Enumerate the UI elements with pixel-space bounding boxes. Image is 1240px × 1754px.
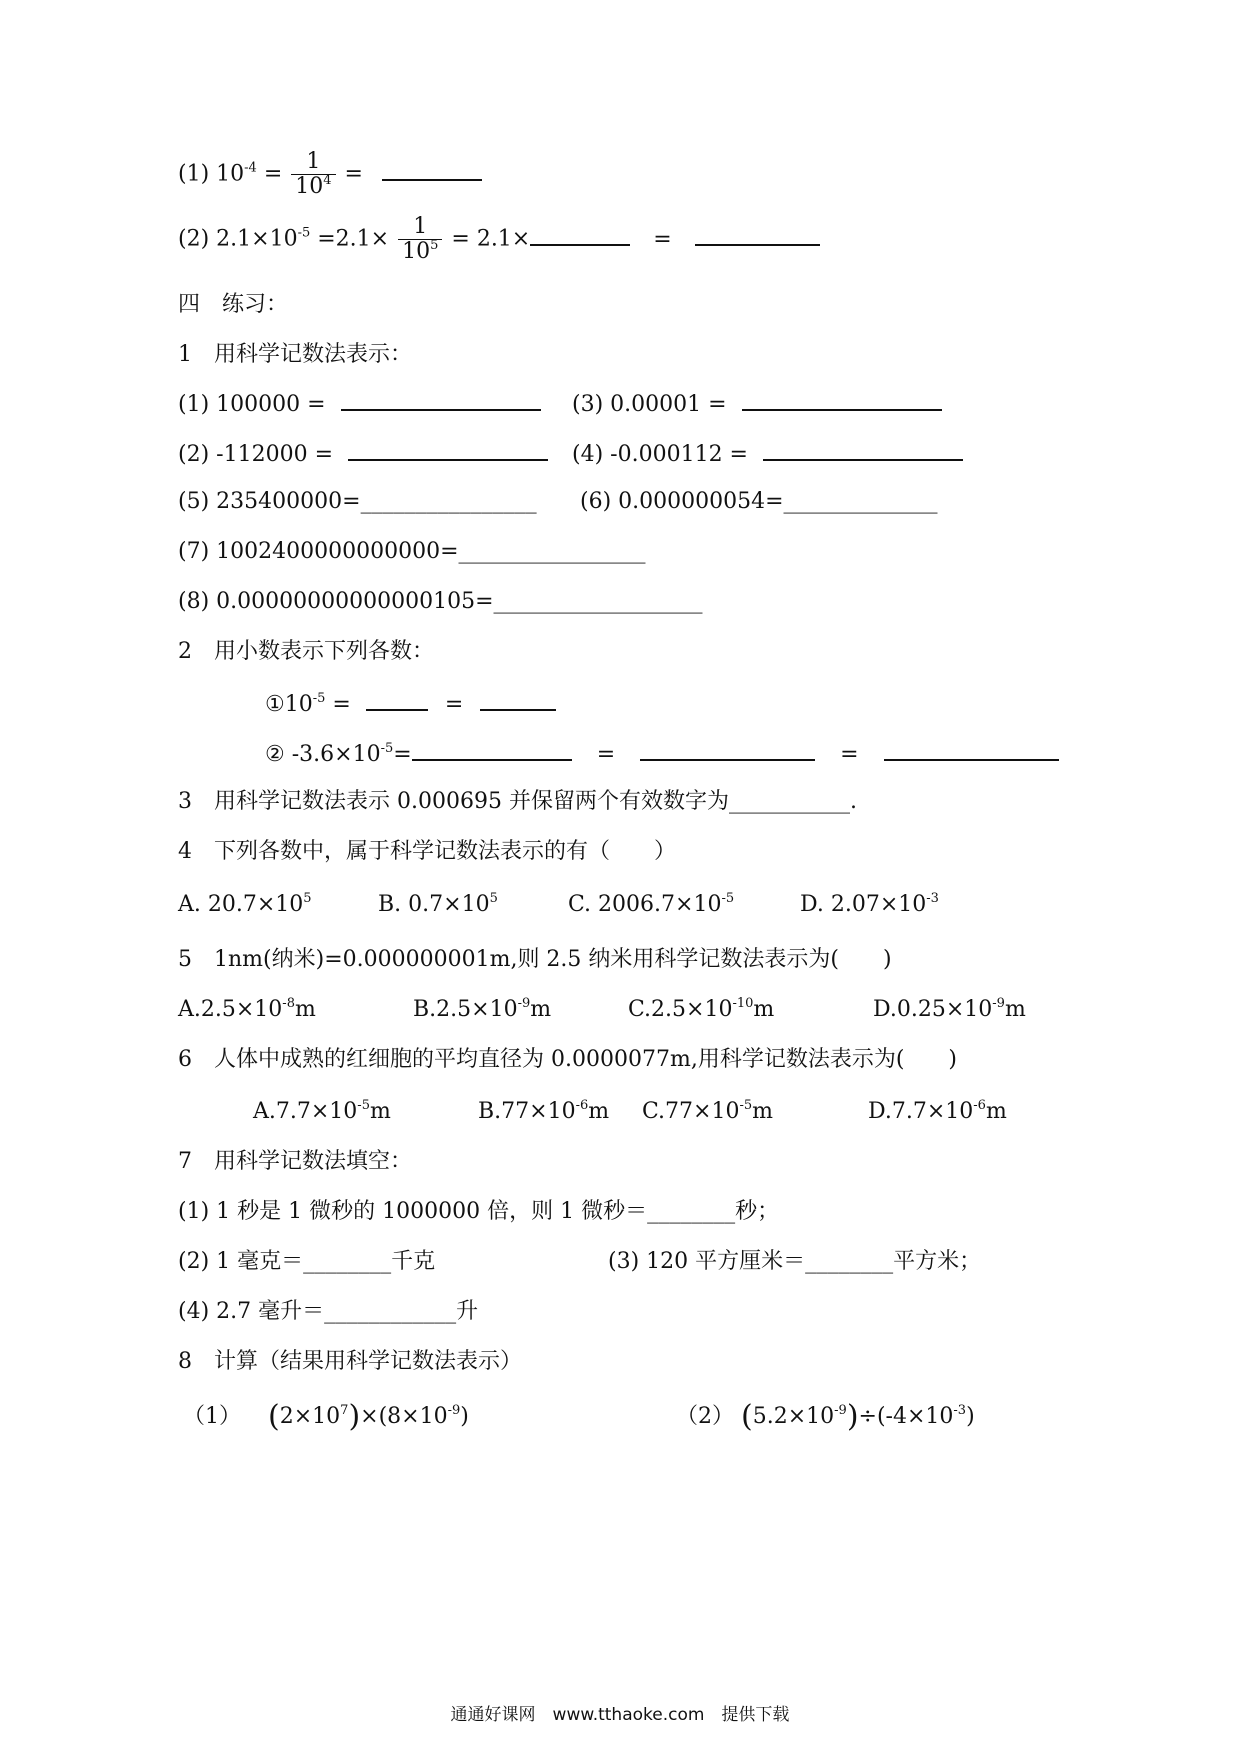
p8-calc-1-term-b: ×(8×10 — [360, 1404, 448, 1429]
p5-option-a-text: A.2.5×10 — [178, 997, 283, 1022]
p7-item-2[interactable]: (2) 1 毫克＝________千克 — [178, 1249, 436, 1274]
p6-option-b-exponent: -6 — [575, 1098, 589, 1113]
p6-option-c-exponent: -5 — [739, 1098, 753, 1113]
p8-calc-1-term-a-exponent: 7 — [340, 1403, 349, 1418]
p4-option-c-text: C. 2006.7×10 — [568, 892, 722, 917]
q1-prefix: (1) 10 — [178, 161, 245, 187]
p8-calc-2-expression: $(5.2\times 10^{-9})\div(-4\times 10^{-3})$ — [741, 1399, 975, 1434]
q1-equals: = — [256, 161, 283, 187]
p2-item-1-equals-2: = — [444, 692, 464, 717]
q2-exponent: -5 — [297, 225, 311, 241]
section-title: 四 练习： — [178, 292, 289, 317]
q2-prefix: (2) 2.1×10 — [178, 226, 298, 252]
p6-option-b-text: B.77×10 — [478, 1099, 576, 1124]
p5-option-c-text: C.2.5×10 — [628, 997, 733, 1022]
p6-option-d-unit: m — [985, 1099, 1007, 1124]
p8-calc-2-close: ) — [966, 1404, 975, 1429]
p5-option-b[interactable] — [413, 995, 551, 1025]
p8-calc-1 — [183, 1400, 469, 1434]
p1-item-2-blank[interactable] — [348, 437, 548, 461]
p4-option-d-text: D. 2.07×10 — [800, 892, 927, 917]
q2-middle: =2.1× — [310, 226, 390, 252]
q2-den-base: 10 — [402, 239, 431, 264]
p6-option-c-unit: m — [752, 1099, 774, 1124]
p5-option-b-exponent: -9 — [517, 996, 531, 1011]
p6-option-a-exponent: -5 — [357, 1098, 370, 1113]
p4-option-d[interactable] — [800, 890, 939, 920]
p1-item-5[interactable]: (5) 235400000=________________ — [178, 489, 537, 514]
p4-option-b[interactable] — [378, 890, 498, 920]
p2-item-1-prefix: ①10 — [265, 692, 313, 717]
p8-calc-2-term-b: ÷(-4×10 — [858, 1404, 954, 1429]
p6-option-b-unit: m — [588, 1099, 610, 1124]
p1-item-6[interactable]: (6) 0.000000054=______________ — [580, 489, 938, 514]
p5-option-d-exponent: -9 — [992, 996, 1005, 1011]
intro-line-2 — [178, 215, 820, 264]
q2-denominator — [398, 239, 442, 264]
p8-calc-2-term-a-exponent: -9 — [834, 1403, 847, 1418]
p5-option-d-text: D.0.25×10 — [873, 997, 993, 1022]
q2-answer-blank-1[interactable] — [530, 222, 630, 246]
q1-tail: = — [344, 161, 363, 187]
p1-item-3-blank[interactable] — [742, 387, 942, 411]
p8-title: 8 计算（结果用科学记数法表示） — [178, 1349, 522, 1374]
p6-option-b[interactable] — [478, 1097, 609, 1127]
p8-calc-2-label: （2） — [676, 1404, 734, 1429]
p6-option-a-unit: m — [369, 1099, 391, 1124]
p7-item-3[interactable]: (3) 120 平方厘米＝________平方米； — [608, 1249, 982, 1274]
p5-title: 5 1nm(纳米)=0.000000001m,则 2.5 纳米用科学记数法表示为( ) — [178, 947, 892, 972]
p1-item-2: (2) -112000 = — [178, 442, 333, 467]
p1-row-1b — [572, 387, 942, 420]
p6-option-d-text: D.7.7×10 — [868, 1099, 974, 1124]
p7-item-4[interactable]: (4) 2.7 毫升＝____________升 — [178, 1299, 479, 1324]
p1-item-4: (4) -0.000112 = — [572, 442, 748, 467]
p2-row-1 — [265, 687, 556, 720]
p2-item-1-exponent: -5 — [312, 691, 326, 706]
q1-den-base: 10 — [295, 174, 324, 199]
p8-calc-2 — [676, 1400, 975, 1434]
p2-item-1-blank-2[interactable] — [480, 687, 556, 711]
p1-item-4-blank[interactable] — [763, 437, 963, 461]
p5-option-c-exponent: -10 — [732, 996, 754, 1011]
p5-option-a[interactable] — [178, 995, 316, 1025]
p5-option-d[interactable] — [873, 995, 1026, 1025]
p4-option-a-text: A. 20.7×10 — [178, 892, 304, 917]
p7-title: 7 用科学记数法填空： — [178, 1149, 412, 1174]
intro-line-1 — [178, 150, 482, 199]
p2-item-2-exponent: -5 — [380, 741, 394, 756]
p5-option-d-unit: m — [1004, 997, 1026, 1022]
p6-option-a-text: A.7.7×10 — [253, 1099, 358, 1124]
p2-item-2-equals-2: = — [596, 742, 616, 767]
p4-option-d-exponent: -3 — [926, 891, 939, 906]
p8-calc-1-close: ) — [460, 1404, 469, 1429]
p8-calc-1-label: （1） — [183, 1404, 241, 1429]
p2-item-2-blank-3[interactable] — [884, 737, 1059, 761]
q1-answer-blank[interactable] — [382, 157, 482, 181]
p1-item-8[interactable]: (8) 0.00000000000000105=___________________ — [178, 589, 703, 614]
p2-item-1-equals: = — [325, 692, 351, 717]
p5-option-a-exponent: -8 — [282, 996, 295, 1011]
p2-item-2-equals-3: = — [840, 742, 859, 767]
p6-option-c[interactable] — [642, 1097, 773, 1127]
p2-item-2-blank-1[interactable] — [412, 737, 572, 761]
p1-item-1-blank[interactable] — [341, 387, 541, 411]
p5-option-b-unit: m — [530, 997, 552, 1022]
p1-title: 1 用科学记数法表示： — [178, 342, 412, 367]
q2-equals: = — [653, 226, 672, 252]
p1-item-7[interactable]: (7) 1002400000000000=_________________ — [178, 539, 646, 564]
p4-title: 4 下列各数中，属于科学记数法表示的有（ ） — [178, 839, 676, 864]
p8-calc-1-term-b-exponent: -9 — [447, 1403, 461, 1418]
q2-fraction — [398, 215, 442, 264]
q1-fraction — [291, 150, 335, 199]
p1-item-1: (1) 100000 = — [178, 392, 326, 417]
p4-option-b-exponent: 5 — [489, 891, 498, 906]
p2-title: 2 用小数表示下列各数： — [178, 639, 434, 664]
p4-option-c-exponent: -5 — [721, 891, 735, 906]
p5-option-b-text: B.2.5×10 — [413, 997, 518, 1022]
p6-option-d-exponent: -6 — [973, 1098, 986, 1113]
q2-tail: = 2.1× — [451, 226, 531, 252]
p4-option-b-text: B. 0.7×10 — [378, 892, 490, 917]
p1-row-2b — [572, 437, 963, 470]
p4-option-a[interactable] — [178, 890, 312, 920]
p8-calc-1-term-a: 2×10 — [279, 1404, 341, 1429]
p2-item-2-equals: = — [393, 742, 412, 767]
p4-option-a-exponent: 5 — [303, 891, 312, 906]
p2-item-2-prefix: ② -3.6×10 — [265, 742, 381, 767]
p6-option-a[interactable] — [253, 1097, 391, 1127]
q1-exponent: -4 — [244, 160, 257, 176]
p5-option-c-unit: m — [753, 997, 775, 1022]
q2-numerator: 1 — [413, 214, 428, 239]
p5-option-a-unit: m — [294, 997, 316, 1022]
p1-item-3: (3) 0.00001 = — [572, 392, 727, 417]
p6-option-c-text: C.77×10 — [642, 1099, 740, 1124]
q1-den-exponent: 4 — [323, 173, 332, 188]
q2-answer-blank-2[interactable] — [695, 222, 820, 246]
p2-row-2 — [265, 737, 1059, 770]
p6-title: 6 人体中成熟的红细胞的平均直径为 0.0000077m,用科学记数法表示为( ) — [178, 1047, 957, 1072]
p4-option-c[interactable] — [568, 890, 734, 920]
p3-text[interactable]: 3 用科学记数法表示 0.000695 并保留两个有效数字为___________. — [178, 789, 857, 814]
p6-option-d[interactable] — [868, 1097, 1007, 1127]
p7-item-1[interactable]: (1) 1 秒是 1 微秒的 1000000 倍，则 1 微秒＝________秒； — [178, 1199, 780, 1224]
q1-numerator: 1 — [306, 149, 321, 174]
p8-calc-2-term-b-exponent: -3 — [953, 1403, 967, 1418]
q2-den-exponent: 5 — [430, 238, 439, 253]
page-footer: 通通好课网 www.tthaoke.com 提供下载 — [450, 1705, 790, 1725]
p2-item-2-blank-2[interactable] — [640, 737, 815, 761]
p2-item-1-blank-1[interactable] — [366, 687, 428, 711]
p1-row-1 — [178, 387, 541, 420]
p5-option-c[interactable] — [628, 995, 774, 1025]
q1-denominator — [291, 174, 335, 199]
p8-calc-2-term-a: 5.2×10 — [752, 1404, 835, 1429]
p1-row-2 — [178, 437, 548, 470]
p8-calc-1-expression: $(2\times 10^7)\times(8\times 10^{-9})$ — [268, 1399, 469, 1434]
